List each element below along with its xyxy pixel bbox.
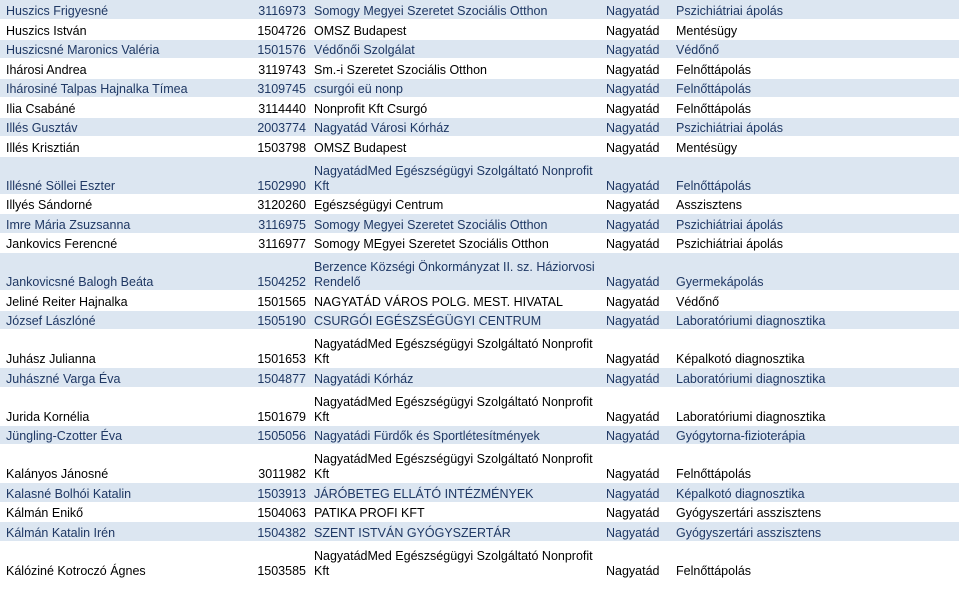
name-cell: Ihárosiné Talpas Hajnalka Tímea	[0, 78, 250, 98]
city-cell: Nagyatád	[600, 291, 670, 311]
specialty-cell: Felnőttápolás	[670, 541, 959, 579]
table-row	[0, 0, 959, 20]
city-cell: Nagyatád	[600, 330, 670, 368]
registration-number-cell: 3011982	[250, 445, 310, 483]
table-row	[0, 117, 959, 137]
table-row	[0, 59, 959, 79]
name-cell: Jankovicsné Balogh Beáta	[0, 253, 250, 291]
registration-number-cell: 1503798	[250, 137, 310, 157]
institution-cell: NagyatádMed Egészségügyi Szolgáltató Nonprofit Kft	[310, 445, 600, 483]
table-row	[0, 502, 959, 522]
specialty-cell: Pszichiátriai ápolás	[670, 233, 959, 253]
table-row	[0, 39, 959, 59]
specialty-cell: Gyógytorna-fizioterápia	[670, 425, 959, 445]
city-cell: Nagyatád	[600, 483, 670, 503]
name-cell: Imre Mária Zsuzsanna	[0, 214, 250, 234]
name-cell: Illés Krisztián	[0, 137, 250, 157]
name-cell: Kalasné Bolhói Katalin	[0, 483, 250, 503]
specialty-cell: Felnőttápolás	[670, 156, 959, 194]
registration-number-cell: 3116975	[250, 214, 310, 234]
registration-number-cell: 1501679	[250, 387, 310, 425]
table-row	[0, 425, 959, 445]
registration-number-cell: 1505056	[250, 425, 310, 445]
institution-cell: Nagyatádi Fürdők és Sportlétesítmények	[310, 425, 600, 445]
institution-cell: Sm.-i Szeretet Szociális Otthon	[310, 59, 600, 79]
city-cell: Nagyatád	[600, 233, 670, 253]
specialty-cell: Gyermekápolás	[670, 253, 959, 291]
specialty-cell: Pszichiátriai ápolás	[670, 117, 959, 137]
table-row	[0, 368, 959, 388]
registration-number-cell: 1504252	[250, 253, 310, 291]
institution-cell: Nagyatádi Kórház	[310, 368, 600, 388]
table-row	[0, 137, 959, 157]
registration-number-cell: 1502990	[250, 156, 310, 194]
name-cell: Kálmán Enikő	[0, 502, 250, 522]
table-row	[0, 541, 959, 579]
institution-cell: Somogy MEgyei Szeretet Szociális Otthon	[310, 233, 600, 253]
specialty-cell: Pszichiátriai ápolás	[670, 0, 959, 20]
name-cell: Kálóziné Kotroczó Ágnes	[0, 541, 250, 579]
table-row	[0, 194, 959, 214]
city-cell: Nagyatád	[600, 253, 670, 291]
name-cell: Huszics István	[0, 20, 250, 40]
institution-cell: JÁRÓBETEG ELLÁTÓ INTÉZMÉNYEK	[310, 483, 600, 503]
registration-number-cell: 1501653	[250, 330, 310, 368]
registration-number-cell: 3120260	[250, 194, 310, 214]
institution-cell: Somogy Megyei Szeretet Szociális Otthon	[310, 0, 600, 20]
table-row	[0, 330, 959, 368]
name-cell: Jurida Kornélia	[0, 387, 250, 425]
name-cell: Kálmán Katalin Irén	[0, 522, 250, 542]
specialty-cell: Felnőttápolás	[670, 445, 959, 483]
specialty-cell: Védőnő	[670, 39, 959, 59]
name-cell: Juhászné Varga Éva	[0, 368, 250, 388]
specialty-cell: Képalkotó diagnosztika	[670, 483, 959, 503]
registration-number-cell: 3116977	[250, 233, 310, 253]
registration-number-cell: 1503585	[250, 541, 310, 579]
name-cell: Illésné Söllei Eszter	[0, 156, 250, 194]
table-row	[0, 291, 959, 311]
specialty-cell: Gyógyszertári asszisztens	[670, 502, 959, 522]
institution-cell: Egészségügyi Centrum	[310, 194, 600, 214]
city-cell: Nagyatád	[600, 368, 670, 388]
name-cell: József Lászlóné	[0, 310, 250, 330]
city-cell: Nagyatád	[600, 194, 670, 214]
registration-number-cell: 2003774	[250, 117, 310, 137]
city-cell: Nagyatád	[600, 522, 670, 542]
registration-number-cell: 3119743	[250, 59, 310, 79]
institution-cell: PATIKA PROFI KFT	[310, 502, 600, 522]
institution-cell: SZENT ISTVÁN GYÓGYSZERTÁR	[310, 522, 600, 542]
city-cell: Nagyatád	[600, 310, 670, 330]
table-row	[0, 233, 959, 253]
table-row	[0, 20, 959, 40]
institution-cell: Berzence Községi Önkormányzat II. sz. Háziorvosi Rendelő	[310, 253, 600, 291]
name-cell: Ilia Csabáné	[0, 98, 250, 118]
institution-cell: Somogy Megyei Szeretet Szociális Otthon	[310, 214, 600, 234]
city-cell: Nagyatád	[600, 59, 670, 79]
registration-number-cell: 3109745	[250, 78, 310, 98]
registration-number-cell: 1504063	[250, 502, 310, 522]
institution-cell: OMSZ Budapest	[310, 137, 600, 157]
city-cell: Nagyatád	[600, 214, 670, 234]
registration-number-cell: 1504877	[250, 368, 310, 388]
name-cell: Jüngling-Czotter Éva	[0, 425, 250, 445]
specialty-cell: Felnőttápolás	[670, 78, 959, 98]
name-cell: Illés Gusztáv	[0, 117, 250, 137]
institution-cell: NagyatádMed Egészségügyi Szolgáltató Nonprofit Kft	[310, 541, 600, 579]
institution-cell: OMSZ Budapest	[310, 20, 600, 40]
specialty-cell: Laboratóriumi diagnosztika	[670, 368, 959, 388]
institution-cell: Nagyatád Városi Kórház	[310, 117, 600, 137]
table-row	[0, 253, 959, 291]
registration-number-cell: 1501576	[250, 39, 310, 59]
specialty-cell: Gyógyszertári asszisztens	[670, 522, 959, 542]
institution-cell: NAGYATÁD VÁROS POLG. MEST. HIVATAL	[310, 291, 600, 311]
registration-number-cell: 1504382	[250, 522, 310, 542]
city-cell: Nagyatád	[600, 541, 670, 579]
table-row	[0, 483, 959, 503]
city-cell: Nagyatád	[600, 425, 670, 445]
institution-cell: Nonprofit Kft Csurgó	[310, 98, 600, 118]
city-cell: Nagyatád	[600, 117, 670, 137]
name-cell: Illyés Sándorné	[0, 194, 250, 214]
city-cell: Nagyatád	[600, 78, 670, 98]
specialty-cell: Pszichiátriai ápolás	[670, 214, 959, 234]
institution-cell: NagyatádMed Egészségügyi Szolgáltató Nonprofit Kft	[310, 387, 600, 425]
city-cell: Nagyatád	[600, 0, 670, 20]
city-cell: Nagyatád	[600, 387, 670, 425]
table-row	[0, 98, 959, 118]
name-cell: Kalányos Jánosné	[0, 445, 250, 483]
city-cell: Nagyatád	[600, 156, 670, 194]
table-row	[0, 522, 959, 542]
institution-cell: CSURGÓI EGÉSZSÉGÜGYI CENTRUM	[310, 310, 600, 330]
name-cell: Juhász Julianna	[0, 330, 250, 368]
name-cell: Huszicsné Maronics Valéria	[0, 39, 250, 59]
specialty-cell: Képalkotó diagnosztika	[670, 330, 959, 368]
institution-cell: NagyatádMed Egészségügyi Szolgáltató Nonprofit Kft	[310, 156, 600, 194]
specialty-cell: Laboratóriumi diagnosztika	[670, 387, 959, 425]
institution-cell: NagyatádMed Egészségügyi Szolgáltató Nonprofit Kft	[310, 330, 600, 368]
registration-number-cell: 1504726	[250, 20, 310, 40]
registration-number-cell: 3116973	[250, 0, 310, 20]
name-cell: Jeliné Reiter Hajnalka	[0, 291, 250, 311]
city-cell: Nagyatád	[600, 20, 670, 40]
specialty-cell: Felnőttápolás	[670, 59, 959, 79]
institution-cell: csurgói eü nonp	[310, 78, 600, 98]
city-cell: Nagyatád	[600, 137, 670, 157]
specialty-cell: Védőnő	[670, 291, 959, 311]
specialty-cell: Felnőttápolás	[670, 98, 959, 118]
name-cell: Ihárosi Andrea	[0, 59, 250, 79]
table-row	[0, 78, 959, 98]
specialty-cell: Laboratóriumi diagnosztika	[670, 310, 959, 330]
city-cell: Nagyatád	[600, 98, 670, 118]
name-cell: Huszics Frigyesné	[0, 0, 250, 20]
specialty-cell: Mentésügy	[670, 20, 959, 40]
registration-number-cell: 1505190	[250, 310, 310, 330]
city-cell: Nagyatád	[600, 445, 670, 483]
specialty-cell: Mentésügy	[670, 137, 959, 157]
city-cell: Nagyatád	[600, 502, 670, 522]
table-row	[0, 445, 959, 483]
table-row	[0, 156, 959, 194]
registration-number-cell: 1503913	[250, 483, 310, 503]
table-row	[0, 214, 959, 234]
registration-number-cell: 3114440	[250, 98, 310, 118]
table-row	[0, 310, 959, 330]
name-cell: Jankovics Ferencné	[0, 233, 250, 253]
institution-cell: Védőnői Szolgálat	[310, 39, 600, 59]
registration-number-cell: 1501565	[250, 291, 310, 311]
city-cell: Nagyatád	[600, 39, 670, 59]
specialty-cell: Asszisztens	[670, 194, 959, 214]
table-row	[0, 387, 959, 425]
